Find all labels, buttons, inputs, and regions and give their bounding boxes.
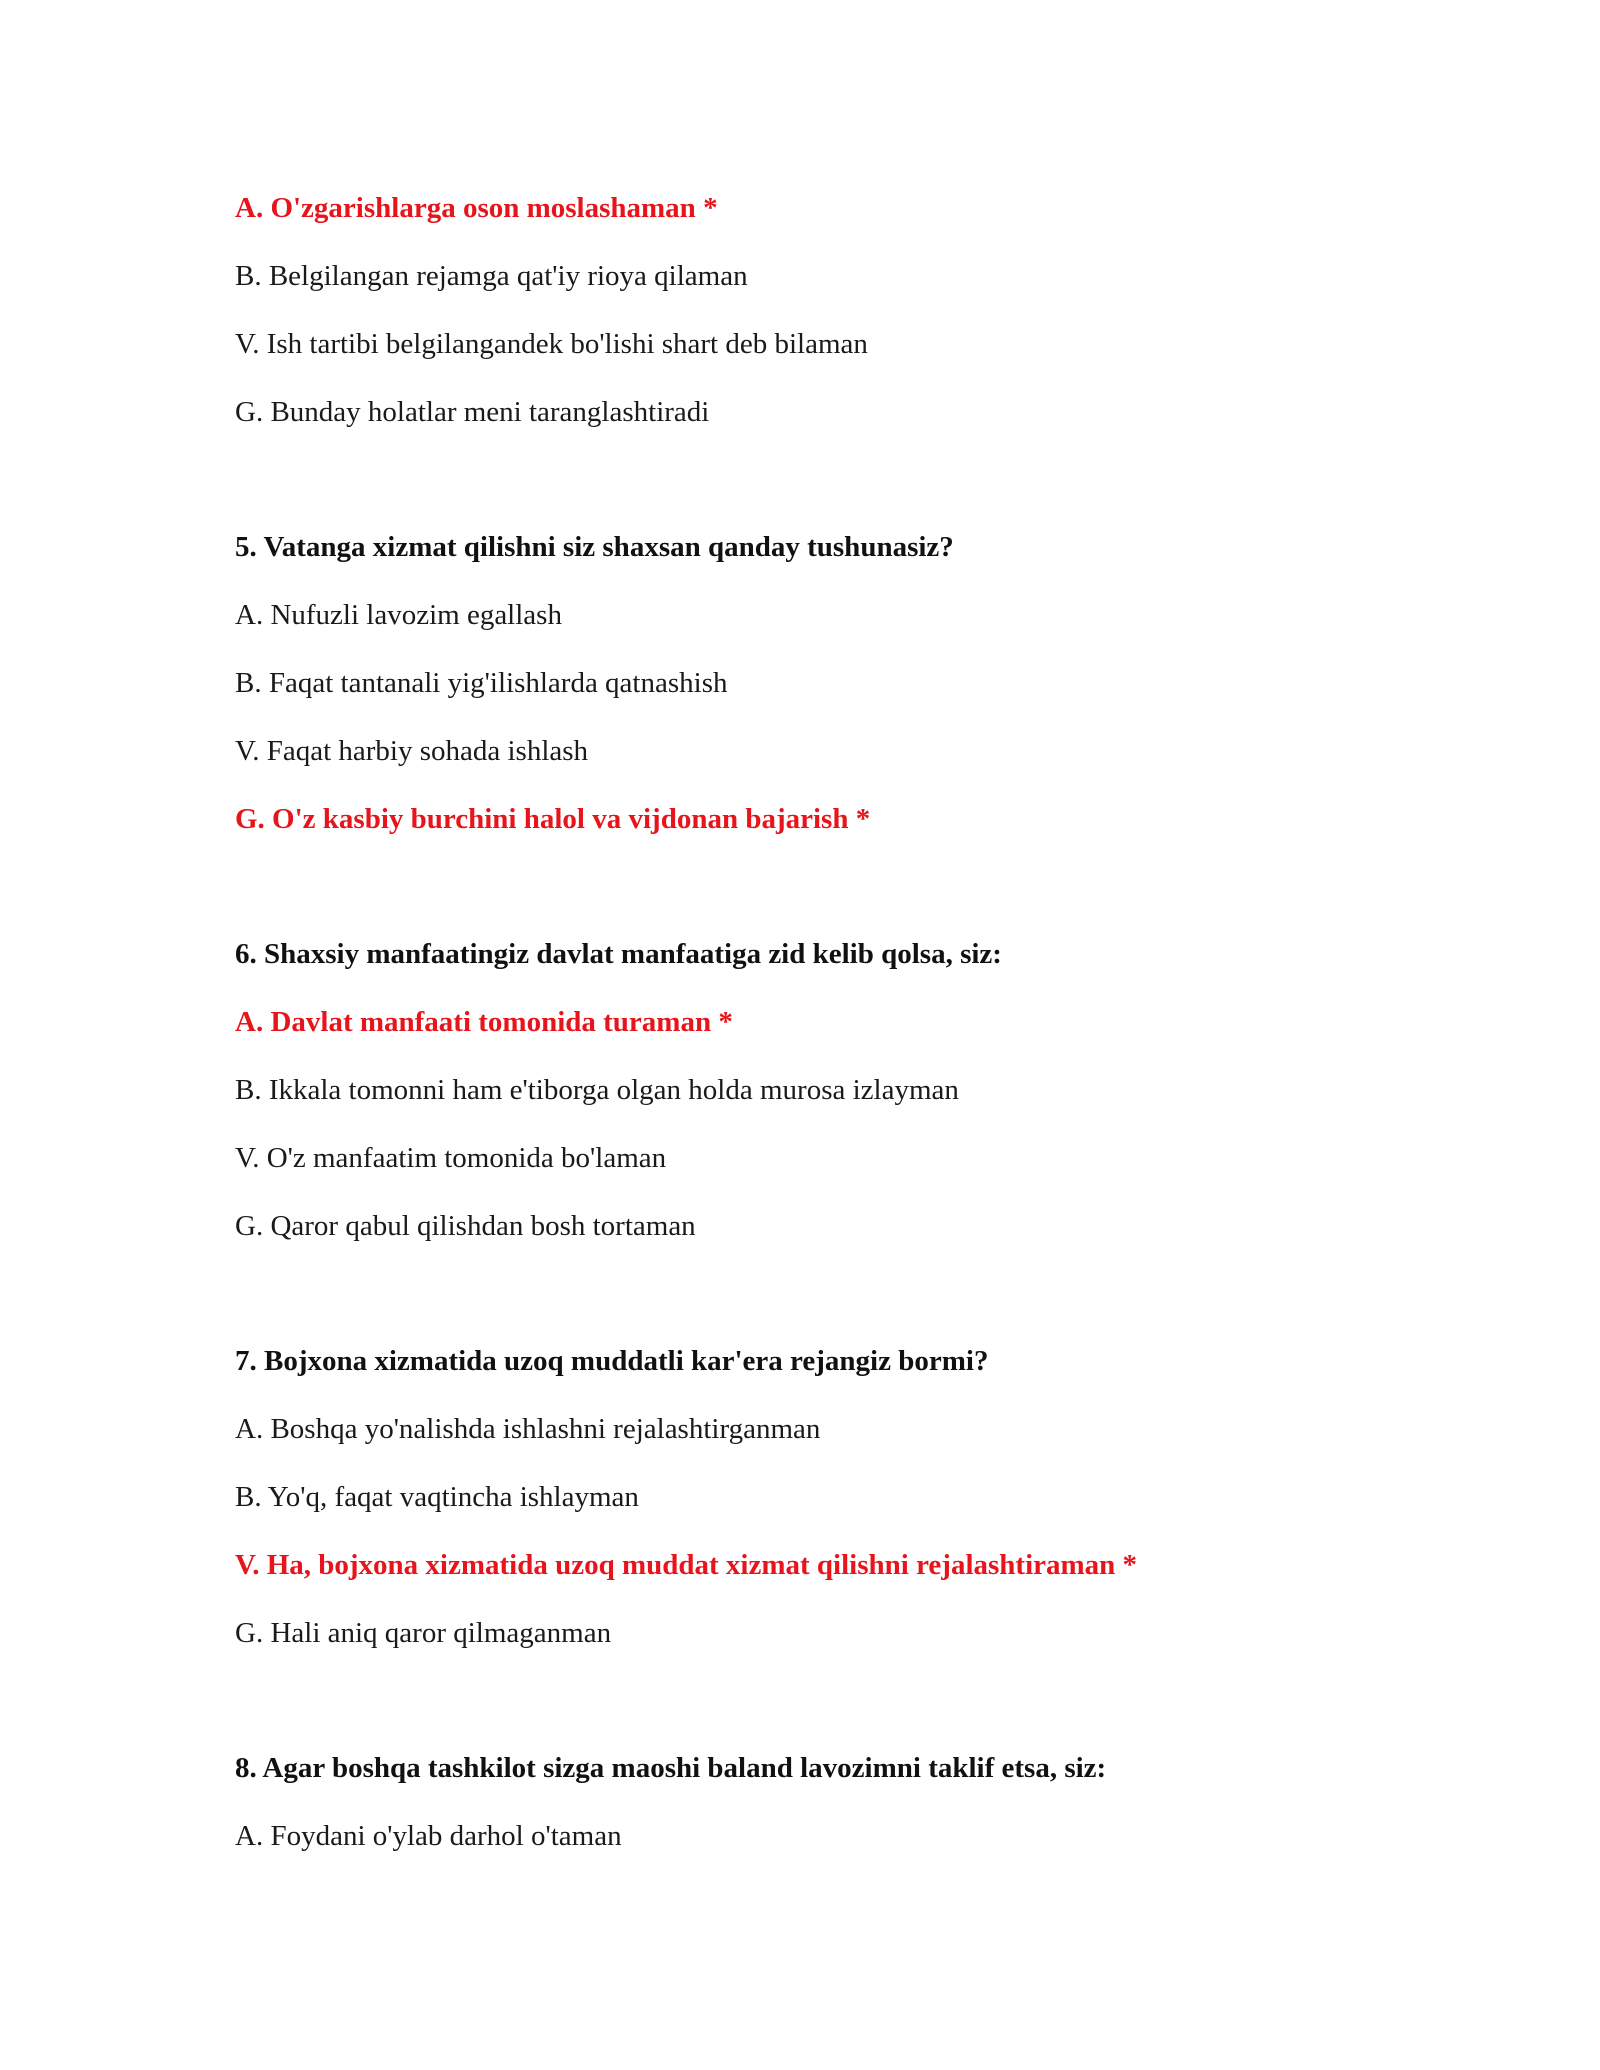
question-block-8 [235,1750,1485,1886]
option-g-correct: G. O'z kasbiy burchini halol va vijdonan bajarish * [235,803,871,835]
question-7-title: 7. Bojxona xizmatida uzoq muddatli kar'era rejangiz bormi? [235,1345,989,1377]
spacer [235,462,1485,529]
option-g: G. Qaror qabul qilishdan bosh tortaman [235,1210,696,1242]
option-b: B. Yo'q, faqat vaqtincha ishlayman [235,1481,639,1513]
option-b: B. Faqat tantanali yig'ilishlarda qatnashish [235,667,728,699]
questionnaire [235,190,1485,1886]
question-6-title: 6. Shaxsiy manfaatingiz davlat manfaatiga zid kelib qolsa, siz: [235,938,1002,970]
option-v: V. Faqat harbiy sohada ishlash [235,735,589,767]
option-g: G. Bunday holatlar meni taranglashtiradi [235,396,710,428]
option-a: A. Foydani o'ylab darhol o'taman [235,1820,622,1852]
question-8-title: 8. Agar boshqa tashkilot sizga maoshi baland lavozimni taklif etsa, siz: [235,1752,1107,1784]
question-block-5 [235,529,1485,869]
option-a-correct: A. Davlat manfaati tomonida turaman * [235,1006,733,1038]
spacer [235,1276,1485,1343]
question-block-7 [235,1343,1485,1683]
question-block-4 [235,190,1485,462]
option-b: B. Ikkala tomonni ham e'tiborga olgan holda murosa izlayman [235,1074,959,1106]
spacer [235,869,1485,936]
option-b: B. Belgilangan rejamga qat'iy rioya qilaman [235,260,748,292]
option-v: V. Ish tartibi belgilangandek bo'lishi shart deb bilaman [235,328,868,360]
option-a-correct: A. O'zgarishlarga oson moslashaman * [235,192,718,224]
question-5-title: 5. Vatanga xizmat qilishni siz shaxsan qanday tushunasiz? [235,531,954,563]
spacer [235,1683,1485,1750]
option-g: G. Hali aniq qaror qilmaganman [235,1617,612,1649]
option-a: A. Boshqa yo'nalishda ishlashni rejalashtirganman [235,1413,821,1445]
option-v: V. O'z manfaatim tomonida bo'laman [235,1142,667,1174]
option-v-correct: V. Ha, bojxona xizmatida uzoq muddat xizmat qilishni rejalashtiraman * [235,1549,1138,1581]
question-block-6 [235,936,1485,1276]
option-a: A. Nufuzli lavozim egallash [235,599,562,631]
